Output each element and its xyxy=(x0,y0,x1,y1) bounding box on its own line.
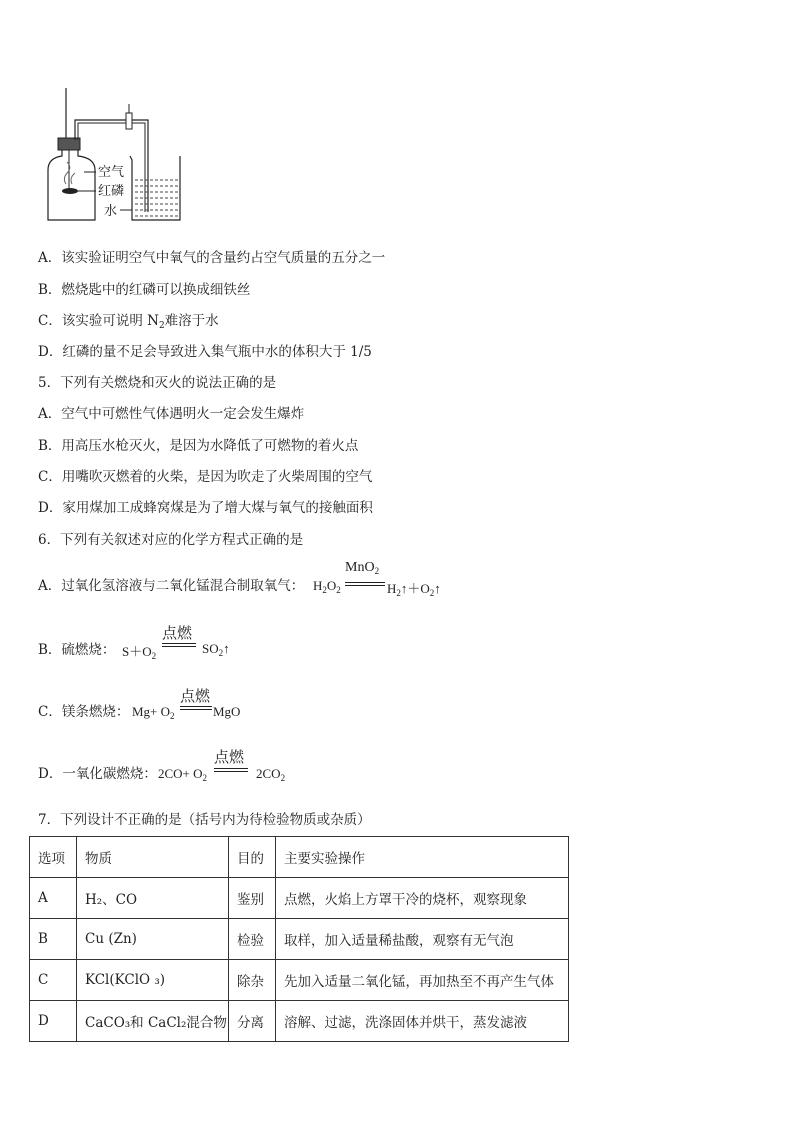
q5-option-d: D．家用煤加工成蜂窝煤是为了增大煤与氧气的接触面积 xyxy=(38,500,373,516)
q6-d-lhs: $2CO+ O_2$ xyxy=(158,766,208,783)
q6-b-lhs: $S+O_2$ xyxy=(122,644,157,661)
q6-c-condition: 点燃 xyxy=(180,687,211,705)
table-row xyxy=(30,960,569,1001)
header-substance: 物质 xyxy=(77,837,229,878)
q6-stem: 6．下列有关叙述对应的化学方程式正确的是 xyxy=(38,532,304,548)
q6-option-c: C．镁条燃烧： xyxy=(38,704,130,720)
q5-option-a: A．空气中可燃性气体遇明火一定会发生爆炸 xyxy=(38,406,305,422)
q6-c-lhs: $Mg+ O_2$ xyxy=(132,704,175,721)
q6-a-rhs: $H_2↑+O_2↑$ xyxy=(387,581,441,598)
q4-option-c-text-end: 难溶于水 xyxy=(164,313,219,329)
cell-operation: 先加入适量二氧化锰，再加热至不再产生气体 xyxy=(276,960,569,1001)
cell-purpose: 鉴别 xyxy=(229,878,276,919)
q6-a-equals xyxy=(345,582,385,586)
cell-purpose: 除杂 xyxy=(229,960,276,1001)
table-row xyxy=(30,878,569,919)
q6-a-lhs: $H_2O_2$ xyxy=(313,578,341,595)
cell-purpose: 检验 xyxy=(229,919,276,960)
cell-option: A xyxy=(30,878,77,919)
cell-option: B xyxy=(30,919,77,960)
header-purpose: 目的 xyxy=(229,837,276,878)
cell-substance: Cu (Zn) xyxy=(77,919,229,960)
cell-option: C xyxy=(30,960,77,1001)
cell-operation: 溶解、过滤，洗涤固体并烘干，蒸发滤液 xyxy=(276,1001,569,1042)
q6-c-equals xyxy=(180,706,212,710)
q6-option-d: D．一氧化碳燃烧： xyxy=(38,766,157,782)
q6-b-condition: 点燃 xyxy=(162,624,193,642)
header-option: 选项 xyxy=(30,837,77,878)
q4-option-d: D．红磷的量不足会导致进入集气瓶中水的体积大于 1/5 xyxy=(38,344,372,360)
q6-c-rhs: MgO xyxy=(213,704,241,719)
q5-option-c: C．用嘴吹灭燃着的火柴，是因为吹走了火柴周围的空气 xyxy=(38,469,373,485)
cell-substance: KCl(KClO ₃) xyxy=(77,960,229,1001)
q7-stem: 7．下列设计不正确的是（括号内为待检验物质或杂质） xyxy=(38,812,371,828)
label-air: 空气 xyxy=(98,165,125,180)
cell-operation: 点燃，火焰上方罩干冷的烧杯，观察现象 xyxy=(276,878,569,919)
label-water: 水 xyxy=(104,204,118,219)
cell-option: D xyxy=(30,1001,77,1042)
label-red-phosphorus: 红磷 xyxy=(98,184,125,199)
q5-stem: 5．下列有关燃烧和灭火的说法正确的是 xyxy=(38,375,277,391)
cell-purpose: 分离 xyxy=(229,1001,276,1042)
table-row xyxy=(30,919,569,960)
header-operation: 主要实验操作 xyxy=(276,837,569,878)
table-row xyxy=(30,1001,569,1042)
apparatus-diagram xyxy=(40,88,200,228)
q6-d-rhs: $2CO_2$ xyxy=(256,766,286,783)
q6-d-equals xyxy=(214,768,248,772)
q6-b-equals xyxy=(162,643,196,647)
cell-substance: H₂、CO xyxy=(77,878,229,919)
q6-option-a: A．过氧化氢溶液与二氧化锰混合制取氧气： xyxy=(38,578,305,594)
cell-substance: CaCO₃和 CaCl₂混合物 xyxy=(77,1001,229,1042)
q6-a-condition: MnO$_2$ xyxy=(345,560,380,576)
q7-table xyxy=(29,836,569,1042)
q4-option-b: B．燃烧匙中的红磷可以换成细铁丝 xyxy=(38,282,251,298)
table-header-row xyxy=(30,837,569,878)
q5-option-b: B．用高压水枪灭火，是因为水降低了可燃物的着火点 xyxy=(38,438,359,454)
q4-option-c-text: C．该实验可说明 N xyxy=(38,313,159,329)
cell-operation: 取样，加入适量稀盐酸，观察有无气泡 xyxy=(276,919,569,960)
q6-option-b: B．硫燃烧： xyxy=(38,642,116,658)
q6-d-condition: 点燃 xyxy=(214,748,245,766)
q6-b-rhs: $SO_2↑$ xyxy=(202,641,230,658)
q4-option-c: C．该实验可说明 $N_2$难溶于水 xyxy=(38,313,219,331)
q4-option-a: A．该实验证明空气中氧气的含量约占空气质量的五分之一 xyxy=(38,250,386,266)
